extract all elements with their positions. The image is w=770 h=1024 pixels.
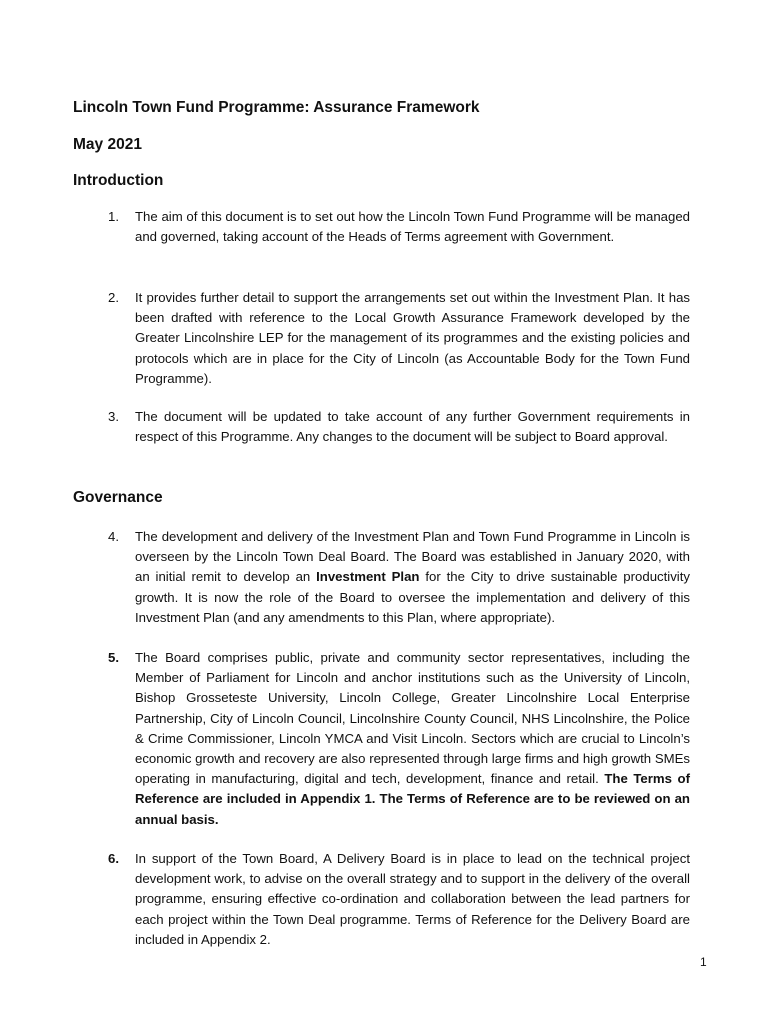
document-title: Lincoln Town Fund Programme: Assurance Framework xyxy=(73,99,480,116)
governance-heading: Governance xyxy=(73,489,163,506)
item-number: 1. xyxy=(108,209,119,224)
item-bold-text: Investment Plan xyxy=(316,569,420,585)
list-item xyxy=(108,849,690,950)
item-number: 6. xyxy=(108,851,119,866)
introduction-heading: Introduction xyxy=(73,172,164,189)
item-text: The aim of this document is to set out how the Lincoln Town Fund Programme will be managed and governed, taking account of the Heads of Terms agreement with Government. xyxy=(135,209,690,245)
item-text: It provides further detail to support the arrangements set out within the Investment Plan. It has been drafted with reference to the Local Growth Assurance Framework developed by the Greater Lincolnshire LEP for the management of its programmes and the existing policies and protocols which are in place for the City of Lincoln (as Accountable Body for the Town Fund Programme). xyxy=(135,290,690,386)
list-item xyxy=(108,648,690,830)
document-date: May 2021 xyxy=(73,136,142,153)
item-number: 4. xyxy=(108,529,119,544)
item-text-part: The development and delivery of the Investment Plan and Town Fund Programme in Lincoln is overseen by the Lincoln Town Deal Board. The Board was established in January 2020, with an initial remit to develop an xyxy=(135,529,690,585)
item-text xyxy=(135,648,690,830)
page-number: 1 xyxy=(700,955,707,969)
list-item xyxy=(108,288,690,389)
item-text: The document will be updated to take account of any further Government requirements in respect of this Programme. Any changes to the document will be subject to Board approval. xyxy=(135,409,690,445)
item-text-part: The Board comprises public, private and community sector representatives, including the Member of Parliament for Lincoln and anchor institutions such as the University of Lincoln, Bishop Grosseteste University, Lincoln College, Greater Lincolnshire Local Enterprise Partnership, City of Lincoln Council, Lincolnshire County Council, NHS Lincolnshire, the Police & Crime Commissioner, Lincoln YMCA and Visit Lincoln. Sectors which are crucial to Lincoln’s economic growth and recovery are also represented through large firms and high growth SMEs operating in manufacturing, digital and tech, development, finance and retail. xyxy=(135,650,690,787)
item-number: 5. xyxy=(108,650,119,665)
list-item xyxy=(108,527,690,628)
item-text-part: for the City to drive sustainable productivity growth. It is now the role of the Board to oversee the implementation and delivery of this Investment Plan (and any amendments to this Plan, where appropriate). xyxy=(135,569,690,625)
item-number: 3. xyxy=(108,409,119,424)
list-item xyxy=(108,407,690,447)
item-number: 2. xyxy=(108,290,119,305)
list-item xyxy=(108,207,690,247)
item-bold-text: The Terms of Reference are included in Appendix 1. The Terms of Reference are to be reviewed on an annual basis. xyxy=(135,771,690,827)
item-text: In support of the Town Board, A Delivery Board is in place to lead on the technical project development work, to advise on the overall strategy and to support in the delivery of the overall programme, ensuring effective co-ordination and collaboration between the lead partners for each project within the Town Deal programme. Terms of Reference for the Delivery Board are included in Appendix 2. xyxy=(135,851,690,947)
item-text xyxy=(135,527,690,628)
